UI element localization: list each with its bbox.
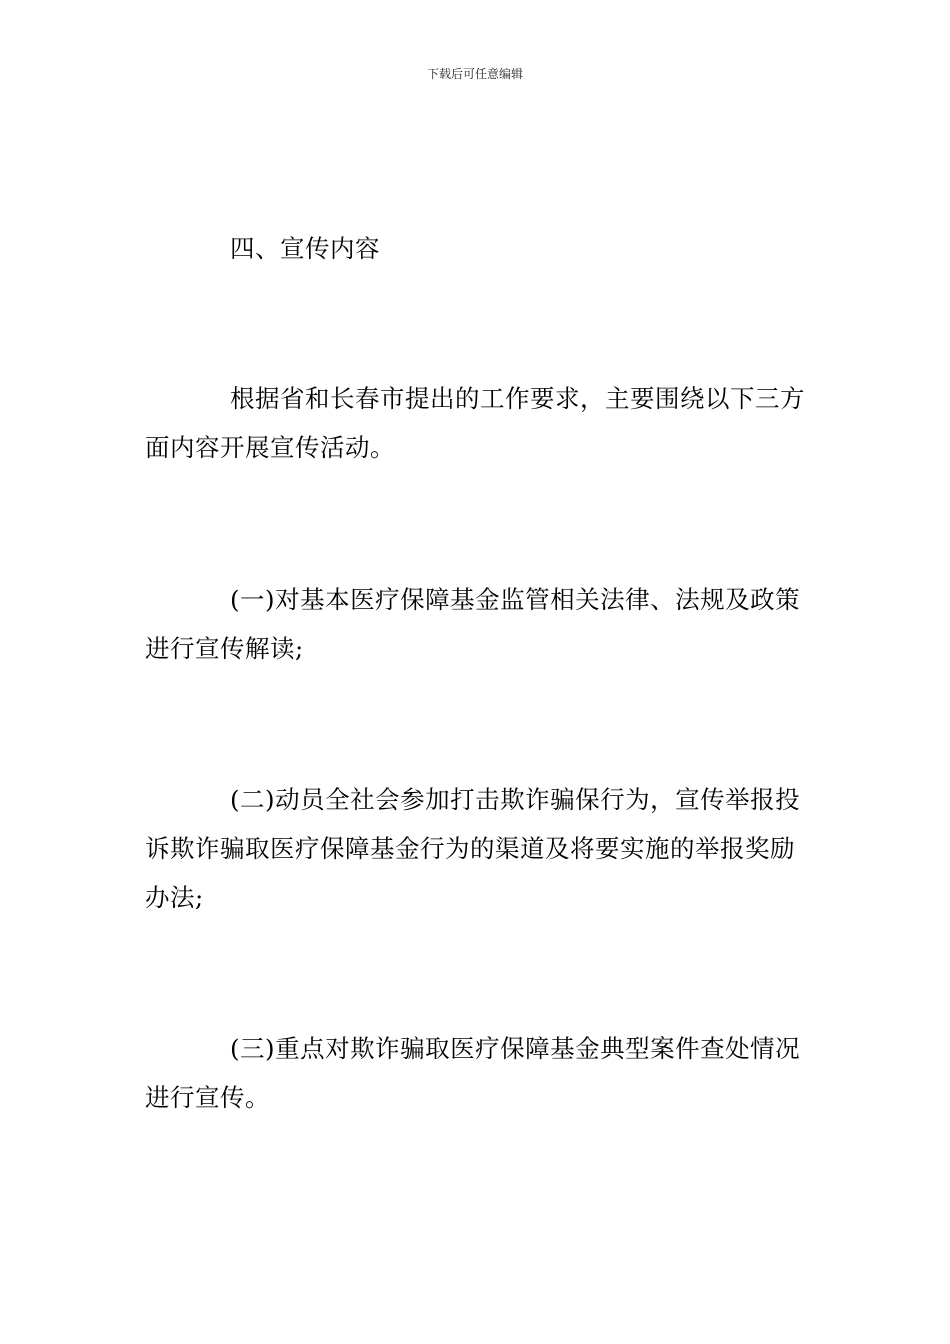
- list-item-3: (三)重点对欺诈骗取医疗保障基金典型案件查处情况进行宣传。: [145, 1034, 801, 1112]
- list-item-2: (二)动员全社会参加打击欺诈骗保行为，宣传举报投诉欺诈骗取医疗保障基金行为的渠道及将要实施的举报奖励办法;: [145, 785, 801, 912]
- intro-paragraph: 根据省和长春市提出的工作要求，主要围绕以下三方面内容开展宣传活动。: [145, 384, 805, 462]
- section-heading: 四、宣传内容: [230, 234, 380, 263]
- list-item-1: (一)对基本医疗保障基金监管相关法律、法规及政策进行宣传解读;: [145, 585, 801, 663]
- page-header: 下载后可任意编辑: [426, 67, 523, 81]
